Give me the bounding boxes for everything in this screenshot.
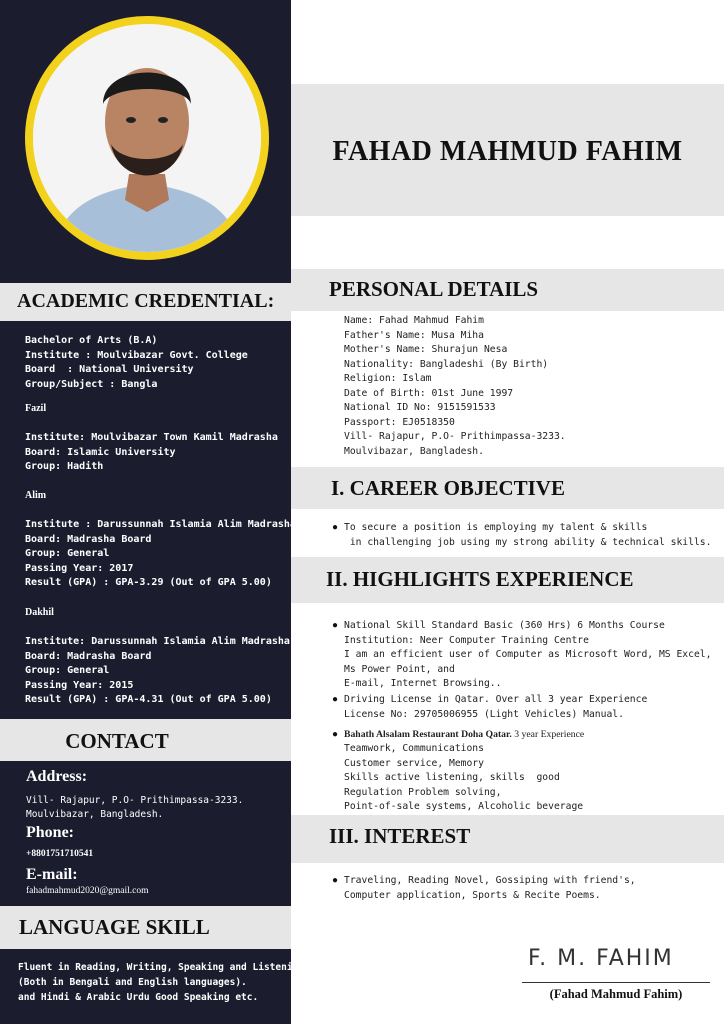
language-text: Fluent in Reading, Writing, Speaking and Listening (Both in Bengali and English languages). and Hindi & Arabic Urdu Good Speaking etc. xyxy=(18,962,304,1003)
language-band xyxy=(0,906,291,949)
career-title: I. CAREER OBJECTIVE xyxy=(331,476,565,500)
address-label: Address: xyxy=(26,768,88,785)
language-title: LANGUAGE SKILL xyxy=(19,915,210,939)
academic-degree-alim: Institute : Darussunnah Islamia Alim Madrasha Board: Madrasha Board Group: General Passing Year: 2017 Result (GPA) : GPA-3.29 (Out of GPA 5.00) xyxy=(25,519,296,589)
highlight-item-3-skills: Teamwork, Communications Customer service, Memory Skills active listening, skills good Regulation Problem solving, Point-of-sale systems, Alcoholic beverage xyxy=(344,743,584,812)
bullet-icon: ● xyxy=(332,694,339,705)
interest-title: III. INTEREST xyxy=(329,824,471,848)
sidebar xyxy=(0,0,304,1024)
signature-name: (Fahad Mahmud Fahim) xyxy=(549,987,683,1001)
academic-label-fazil: Fazil xyxy=(25,403,47,414)
highlight-item-3-heading xyxy=(344,728,584,743)
interest-band xyxy=(291,815,724,863)
bullet-icon: ● xyxy=(332,620,339,631)
phone-value: +8801751710541 xyxy=(26,849,94,859)
highlight-item-3-duration: 3 year Experience xyxy=(511,729,585,740)
highlights-band xyxy=(291,557,724,603)
name-header xyxy=(291,84,724,216)
academic-degree-fazil: Institute: Moulvibazar Town Kamil Madrasha Board: Islamic University Group: Hadith xyxy=(25,432,278,473)
career-band xyxy=(291,467,724,509)
academic-label-alim: Alim xyxy=(25,490,47,501)
full-name: FAHAD MAHMUD FAHIM xyxy=(332,136,683,167)
interest-text: Traveling, Reading Novel, Gossiping with friend's, Computer application, Sports & Recite Poems. xyxy=(344,875,636,901)
highlights-title: II. HIGHLIGHTS EXPERIENCE xyxy=(326,567,634,591)
profile-photo-ring xyxy=(25,16,269,260)
bullet-icon: ● xyxy=(332,522,339,533)
academic-label-dakhil: Dakhil xyxy=(25,607,54,618)
academic-band xyxy=(0,283,291,321)
academic-degree-dakhil: Institute: Darussunnah Islamia Alim Madrasha Board: Madrasha Board Group: General Passing Year: 2015 Result (GPA) : GPA-4.31 (Out of GPA 5.00) xyxy=(25,636,290,706)
address-value: Vill- Rajapur, P.O- Prithimpassa-3233. Moulvibazar, Bangladesh. xyxy=(26,795,244,820)
career-text: To secure a position is employing my talent & skills in challenging job using my strong ability & technical skills. xyxy=(344,522,712,548)
phone-label: Phone: xyxy=(26,824,74,841)
email-label: E-mail: xyxy=(26,866,78,883)
contact-title: CONTACT xyxy=(65,729,169,753)
profile-photo xyxy=(33,24,261,252)
email-value: fahadmahmud2020@gmail.com xyxy=(26,886,149,896)
highlight-item-2: Driving License in Qatar. Over all 3 year Experience License No: 29705006955 (Light Vehicles) Manual. xyxy=(344,694,648,720)
contact-band xyxy=(0,719,291,761)
bullet-icon: ● xyxy=(332,875,339,886)
personal-details-text: Name: Fahad Mahmud Fahim Father's Name: Musa Miha Mother's Name: Shurajun Nesa Nationality: Bangladeshi (By Birth) Religion: Islam Date of Birth: 01st June 1997 National ID No: 9151591533 Passport: EJ0518350 Vill- Rajapur, P.O- Prithimpassa-3233. Moulvibazar, Bangladesh. xyxy=(344,315,566,457)
academic-title: ACADEMIC CREDENTIAL: xyxy=(17,290,275,312)
signature-script: F. M. FAHIM xyxy=(528,946,674,971)
highlight-item-3-employer: Bahath Alsalam Restaurant Doha Qatar. xyxy=(344,729,512,740)
highlight-item-1: National Skill Standard Basic (360 Hrs) 6 Months Course Institution: Neer Computer Training Centre I am an efficient user of Computer as Microsoft Word, MS Excel, Ms Power Point, and E-mail, Internet Browsing.. xyxy=(344,620,712,689)
bullet-icon: ● xyxy=(332,729,339,740)
academic-degree-ba: Bachelor of Arts (B.A) Institute : Moulvibazar Govt. College Board : National University Group/Subject : Bangla xyxy=(25,335,248,390)
signature-line xyxy=(522,982,710,983)
person-avatar-icon xyxy=(33,24,261,252)
personal-title: PERSONAL DETAILS xyxy=(329,277,539,301)
personal-band xyxy=(291,269,724,311)
